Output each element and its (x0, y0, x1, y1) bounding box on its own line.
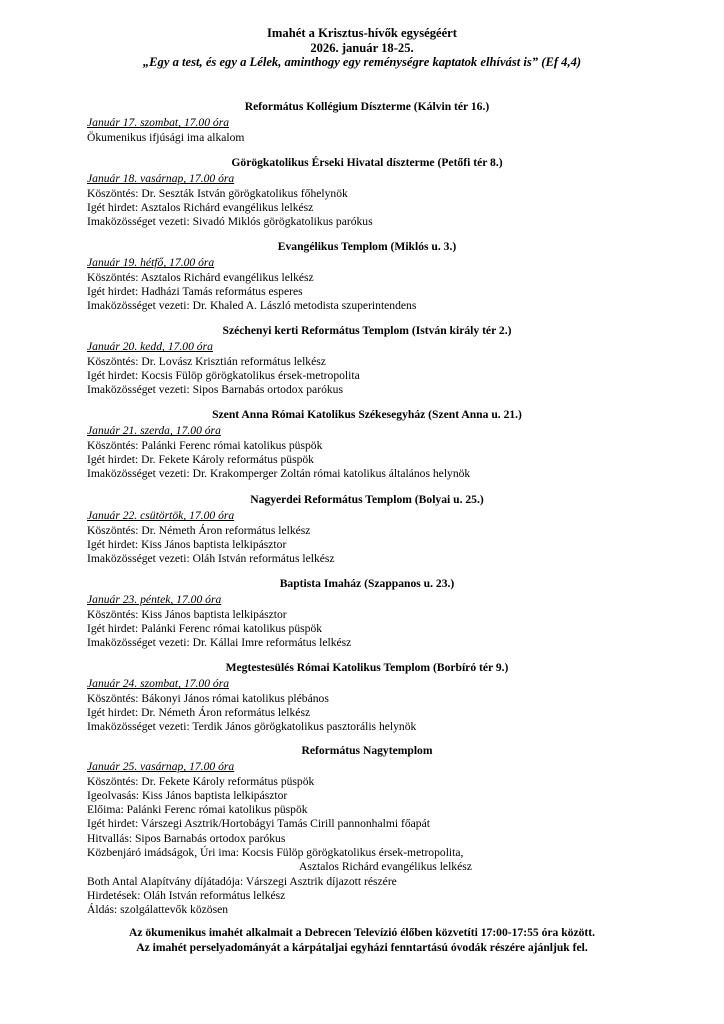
event-section (87, 744, 647, 918)
venue-title: Baptista Imaház (Szappanos u. 23.) (279, 577, 455, 590)
venue-title: Református Kollégium Díszterme (Kálvin tér 16.) (244, 100, 490, 113)
program-line: Igét hirdet: Várszegi Asztrik/Hortobágyi Tamás Cirill pannonhalmi főapát (87, 817, 430, 831)
event-date: Január 17. szombat, 17.00 óra (87, 116, 230, 130)
event-date: Január 21. szerda, 17.00 óra (87, 424, 221, 438)
venue-title: Szent Anna Római Katolikus Székesegyház (Szent Anna u. 21.) (212, 408, 522, 421)
event-date: Január 25. vasárnap, 17.00 óra (87, 760, 235, 774)
event-section (87, 240, 647, 313)
document-title: Imahét a Krisztus-hívők egységéért (267, 26, 457, 40)
event-date: Január 22. csütörtök, 17.00 óra (87, 509, 235, 523)
program-line: Igét hirdet: Kiss János baptista lelkipásztor (87, 537, 287, 551)
program-line: Köszöntés: Asztalos Richárd evangélikus lelkész (87, 270, 314, 284)
program-line: Asztalos Richárd evangélikus lelkész (299, 860, 472, 874)
event-date: Január 23. péntek, 17.00 óra (87, 593, 222, 607)
event-section (87, 408, 647, 481)
program-line: Imaközösséget vezeti: Sipos Barnabás ortodox parókus (87, 383, 343, 397)
program-line: Áldás: szolgálattevők közösen (87, 903, 229, 917)
program-line: Köszöntés: Dr. Seszták István görögkatolikus főhelynök (87, 186, 348, 200)
venue-title: Széchenyi kerti Református Templom (István király tér 2.) (222, 324, 512, 337)
program-line: Igeolvasás: Kiss János baptista lelkipásztor (87, 788, 288, 802)
venue-title: Megtestesülés Római Katolikus Templom (Borbíró tér 9.) (225, 661, 509, 674)
program-line: Imaközösséget vezeti: Dr. Kállai Imre református lelkész (87, 636, 352, 650)
donation-note: Az imahét perselyadományát a kárpátaljai egyházi fenntartású óvodák részére ajánljuk fel. (136, 941, 588, 954)
event-date: Január 18. vasárnap, 17.00 óra (87, 172, 235, 186)
event-date: Január 19. hétfő, 17.00 óra (87, 256, 215, 270)
program-line: Both Antal Alapítvány díjátadója: Várszegi Asztrik díjazott részére (87, 874, 397, 888)
program-line: Imaközösséget vezeti: Oláh István református lelkész (87, 552, 335, 566)
program-line: Hitvallás: Sipos Barnabás ortodox parókus (87, 831, 286, 845)
document-footer (0, 925, 724, 955)
program-line: Ökumenikus ifjúsági ima alkalom (87, 130, 245, 144)
venue-title: Nagyerdei Református Templom (Bolyai u. 25.) (250, 493, 484, 506)
venue-title: Evangélikus Templom (Miklós u. 3.) (277, 240, 457, 253)
program-line: Hirdetések: Oláh István református lelkész (87, 888, 286, 902)
program-line: Igét hirdet: Palánki Ferenc római katolikus püspök (87, 621, 323, 635)
event-section (87, 661, 647, 734)
program-line: Igét hirdet: Asztalos Richárd evangélikus lelkész (87, 200, 314, 214)
program-line: Imaközösséget vezeti: Terdik János görögkatolikus pasztorális helynök (87, 720, 417, 734)
event-section (87, 156, 647, 229)
program-line: Imaközösséget vezeti: Dr. Krakomperger Zoltán római katolikus általános helynök (87, 467, 471, 481)
program-line: Köszöntés: Kiss János baptista lelkipásztor (87, 607, 287, 621)
program-line: Köszöntés: Palánki Ferenc római katolikus püspök (87, 438, 323, 452)
program-line: Igét hirdet: Hadházi Tamás református esperes (87, 284, 303, 298)
bible-quote: „Egy a test, és egy a Lélek, aminthogy egy reménységre kaptatok elhívást is” (Ef 4,4) (142, 55, 582, 69)
event-date: Január 20. kedd, 17.00 óra (87, 340, 213, 354)
event-section (87, 577, 647, 650)
program-line: Köszöntés: Dr. Fekete Károly református püspök (87, 774, 315, 788)
program-line: Igét hirdet: Kocsis Fülöp görögkatolikus érsek-metropolita (87, 368, 360, 382)
program-line: Igét hirdet: Dr. Fekete Károly református püspök (87, 452, 314, 466)
event-section (87, 493, 647, 566)
program-line: Igét hirdet: Dr. Németh Áron református lelkész (87, 705, 311, 719)
program-line: Köszöntés: Dr. Németh Áron református lelkész (87, 523, 311, 537)
program-line: Közbenjáró imádságok, Úri ima: Kocsis Fülöp görögkatolikus érsek-metropolita, (87, 846, 464, 860)
program-line: Köszöntés: Bákonyi János római katolikus plébános (87, 691, 329, 705)
program-line: Imaközösséget vezeti: Sivadó Miklós görögkatolikus parókus (87, 215, 373, 229)
program-line: Imaközösséget vezeti: Dr. Khaled A. László metodista szuperintendens (87, 299, 417, 313)
venue-title: Református Nagytemplom (301, 744, 433, 757)
document-header (0, 26, 724, 70)
program-line: Előima: Palánki Ferenc római katolikus püspök (87, 803, 308, 817)
event-date: Január 24. szombat, 17.00 óra (87, 677, 230, 691)
event-section (87, 324, 647, 397)
program-line: Köszöntés: Dr. Lovász Krisztián református lelkész (87, 354, 326, 368)
event-section (87, 100, 647, 145)
venue-title: Görögkatolikus Érseki Hivatal díszterme (Petőfi tér 8.) (231, 156, 503, 169)
broadcast-note: Az ökumenikus imahét alkalmait a Debrecen Televízió élőben közvetíti 17:00-17:55 óra között. (128, 926, 596, 939)
event-dates: 2026. január 18-25. (310, 40, 414, 55)
